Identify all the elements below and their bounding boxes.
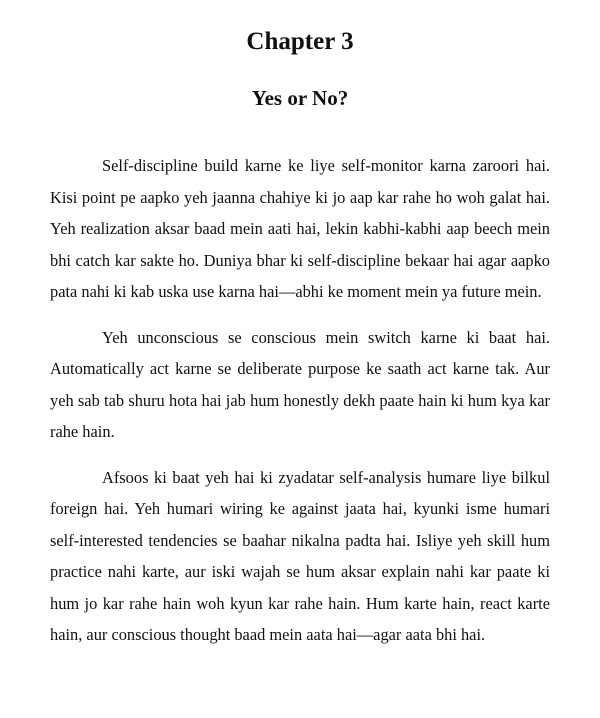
chapter-body [50, 150, 550, 651]
chapter-title: Yes or No? [251, 86, 349, 110]
chapter-number: Chapter 3 [246, 28, 354, 55]
paragraph-1: Self-discipline build karne ke liye self-monitor karna zaroori hai. Kisi point pe aapko yeh jaanna chahiye ki jo aap kar rahe ho woh galat hai. Yeh realization aksar baad mein aati hai, lekin kabhi-kabhi aap beech mein bhi catch kar sakte ho. Duniya bhar ki self-discipline bekaar hai agar aapko pata nahi ki kab uska use karna hai—abhi ke moment mein ya future mein. [50, 156, 550, 301]
paragraph-3: Afsoos ki baat yeh hai ki zyadatar self-analysis humare liye bilkul foreign hai. Yeh humari wiring ke against jaata hai, kyunki isme humari self-interested tendencies se baahar nikalna padta hai. Isliye yeh skill hum practice nahi karte, aur iski wajah se hum aksar explain nahi kar paate ki hum jo kar rahe hain woh kyun kar rahe hain. Hum karte hain, react karte hain, aur conscious thought baad mein aata hai—agar aata bhi hai. [50, 467, 550, 644]
paragraph-2: Yeh unconscious se conscious mein switch karne ki baat hai. Automatically act karne se deliberate purpose ke saath act karne tak. Aur yeh sab tab shuru hota hai jab hum honestly dekh paate hain ki hum kya kar rahe hain. [50, 327, 550, 441]
